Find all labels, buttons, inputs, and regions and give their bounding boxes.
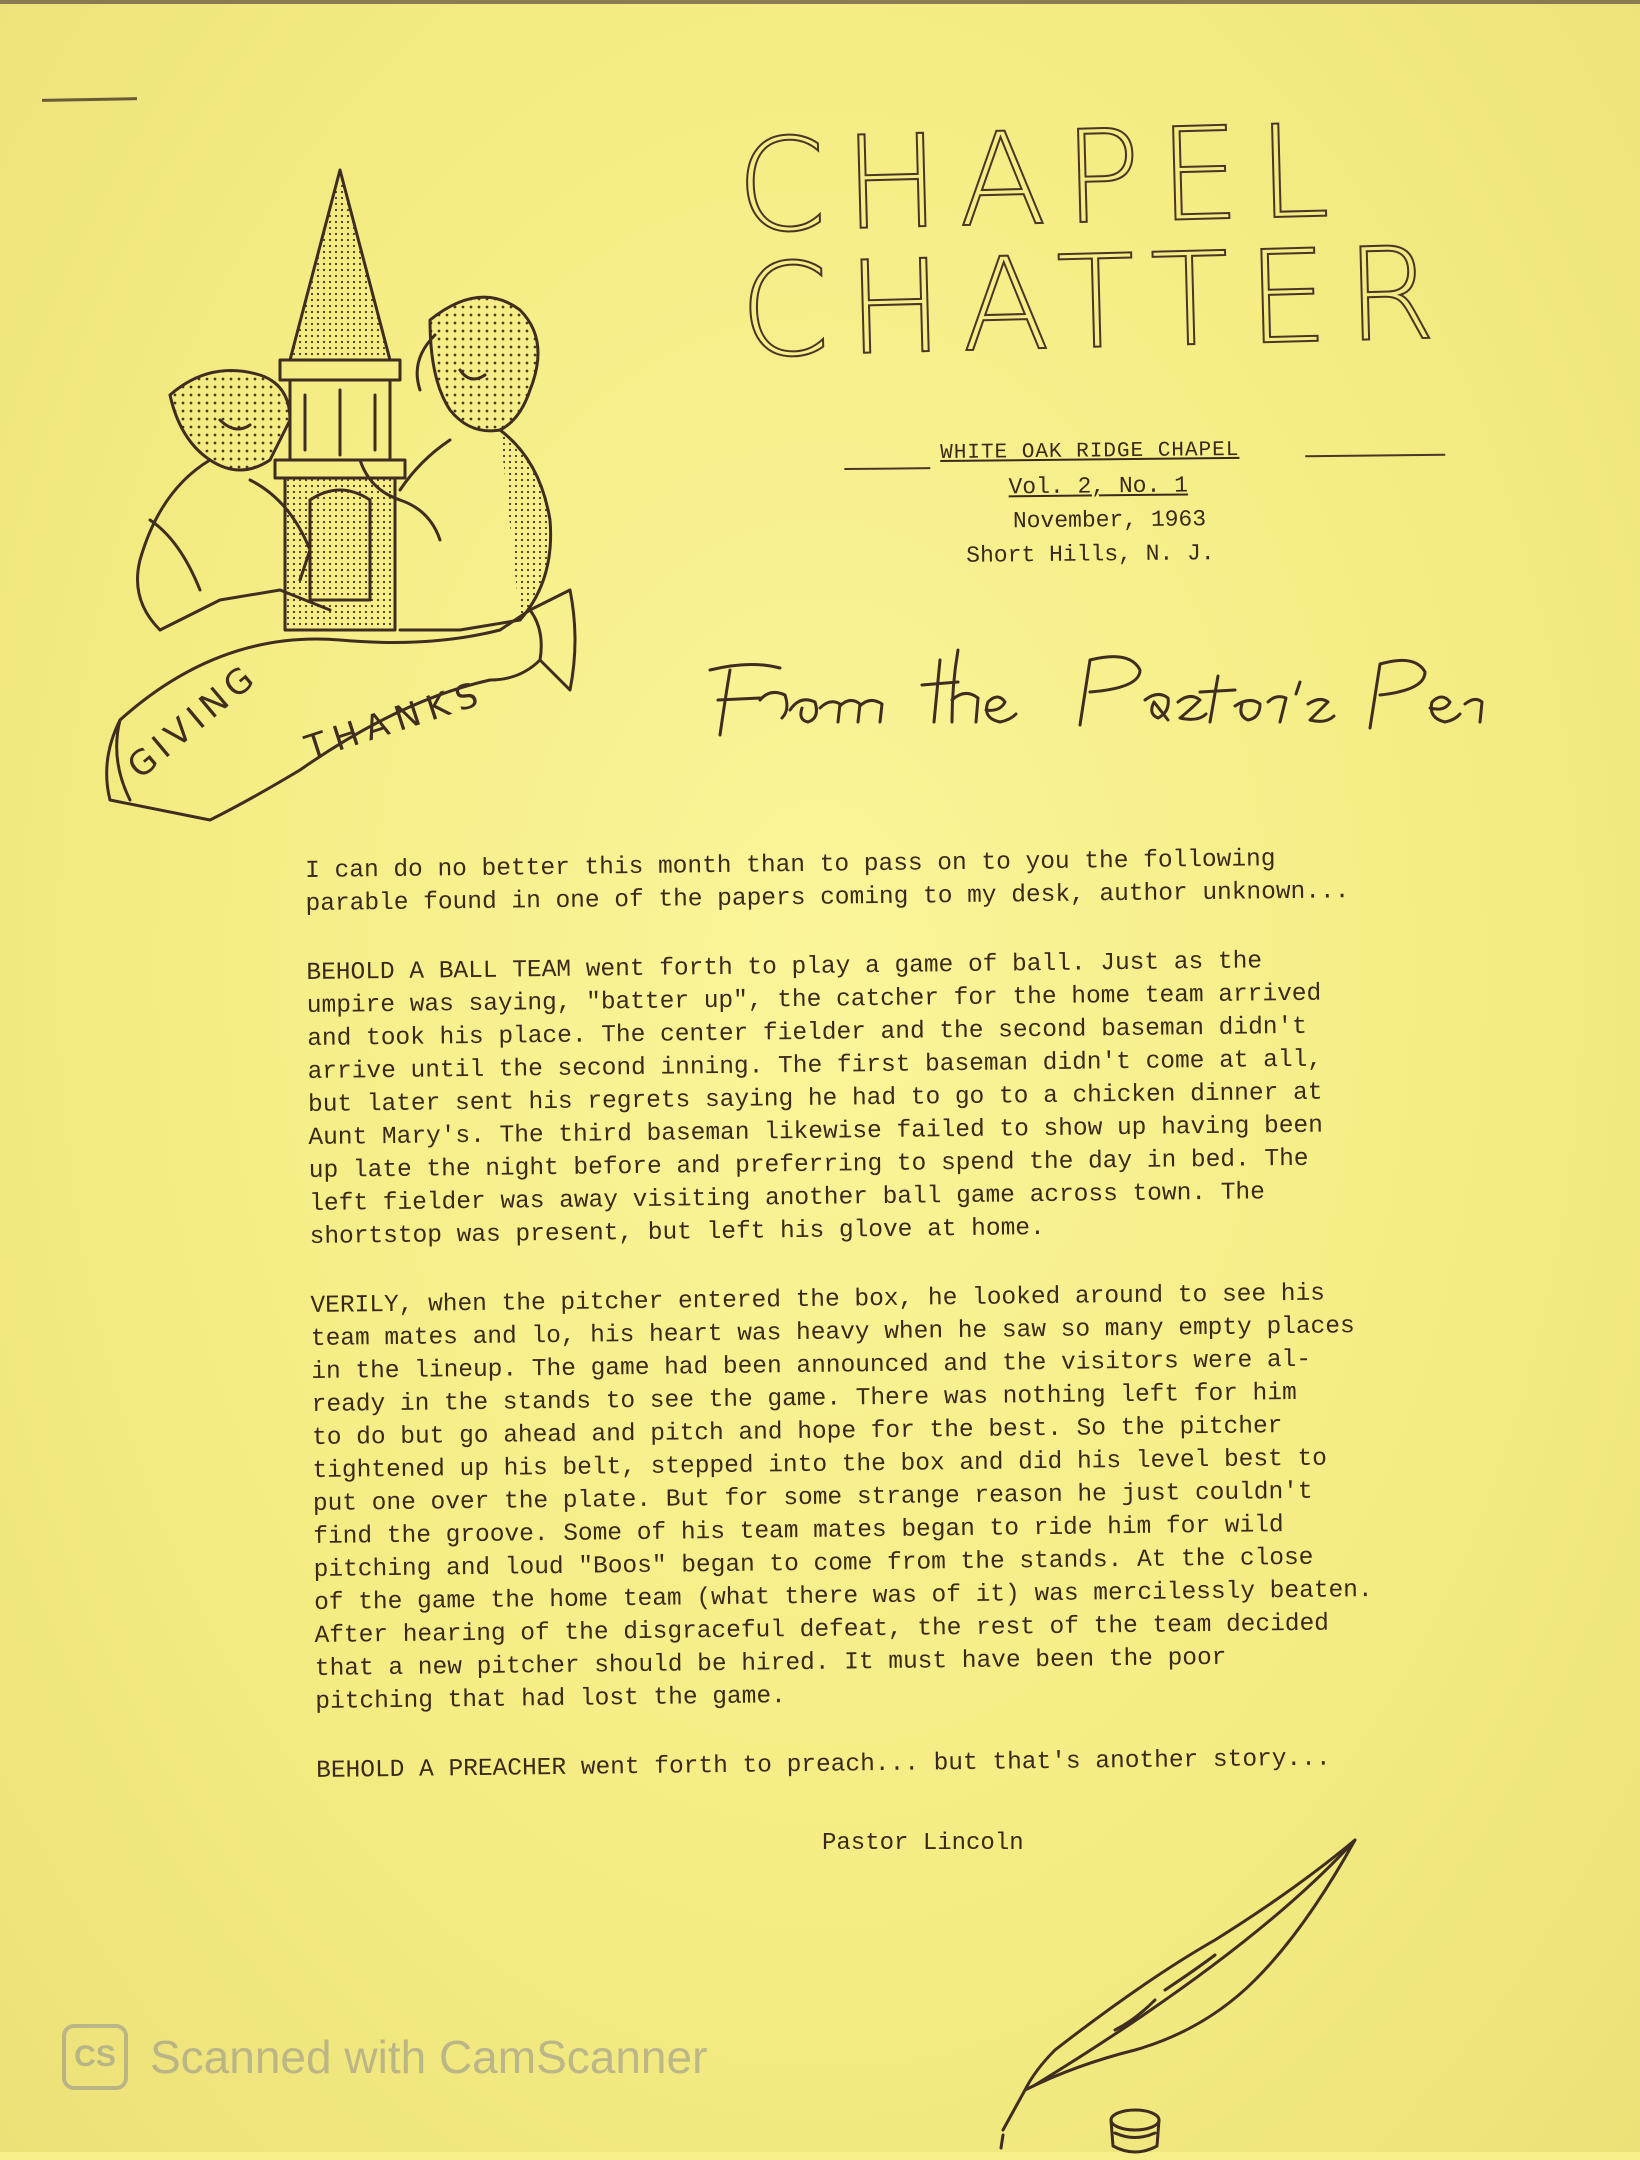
rule-right bbox=[1305, 454, 1445, 457]
location-row bbox=[851, 534, 1451, 574]
giving-thanks-illustration bbox=[100, 160, 660, 840]
masthead bbox=[734, 97, 1455, 387]
volume-number: Vol. 2, No. 1 bbox=[1008, 472, 1189, 501]
publication-info bbox=[850, 432, 1451, 574]
scanner-watermark bbox=[62, 2022, 707, 2092]
article-paragraph: BEHOLD A BALL TEAM went forth to play a game of ball. Just as the umpire was saying, "batter up", the catcher for the home team arrived and took his place. The center fielder and the second baseman didn't arrive until the second inning. The first baseman didn't come at all, but later sent his regrets saying he had to go to a chicken dinner at Aunt Mary's. The third baseman likewise failed to show up having been up late the night before and preferring to spend the day in bed. The left fielder was away visiting another ball game across town. The shortstop was present, but left his glove at home. bbox=[306, 948, 1324, 1251]
banner-left-text: GIVING bbox=[120, 655, 267, 787]
handwritten-heading-script bbox=[690, 640, 1490, 750]
article-paragraph: BEHOLD A PREACHER went forth to preach... but that's another story... bbox=[316, 1745, 1331, 1785]
steeple-and-figures-drawing bbox=[100, 160, 660, 840]
top-edge-line bbox=[0, 0, 1640, 4]
issue-location: Short Hills, N. J. bbox=[966, 540, 1215, 569]
article-paragraph: VERILY, when the pitcher entered the box, he looked around to see his team mates and lo, his heart was heavy when he saw so many empty places in the lineup. The game had been announced and the visitors were al- ready in the stands to see the game. There was nothing left for him to do but go ahead and pitch and hope for the best. So the pitcher tightened up his belt, stepped into the box and did his level best to put one over the plate. But for some strange reason he just couldn't find the groove. Some of his team mates began to ride him for wild pitching and loud "Boos" began to come from the stands. At the close of the game the home team (what there was of it) was mercilessly beaten. After hearing of the disgraceful defeat, the rest of the team decided that a new pitcher should be hired. It must have been the poor pitching that had lost the game. bbox=[310, 1280, 1373, 1716]
section-heading bbox=[690, 640, 1490, 750]
issue-date: November, 1963 bbox=[1012, 506, 1207, 535]
article-body bbox=[305, 841, 1497, 1824]
rule-left bbox=[844, 467, 930, 470]
quill-pen-drawing bbox=[995, 1830, 1395, 2160]
watermark-text: Scanned with CamScanner bbox=[150, 2031, 708, 2083]
quill-pen-icon bbox=[995, 1830, 1395, 2160]
camscanner-logo-icon: CS bbox=[62, 2024, 128, 2090]
banner-right-text: THANKS bbox=[300, 672, 491, 769]
pastor-signature: Pastor Lincoln bbox=[822, 1830, 1024, 1857]
article-paragraph: I can do no better this month than to pass on to you the following parable found in one of the papers coming to my desk, author unknown... bbox=[305, 846, 1350, 918]
masthead-title: CHAPEL CHATTER bbox=[734, 97, 1455, 387]
organization-name: WHITE OAK RIDGE CHAPEL bbox=[940, 438, 1240, 466]
